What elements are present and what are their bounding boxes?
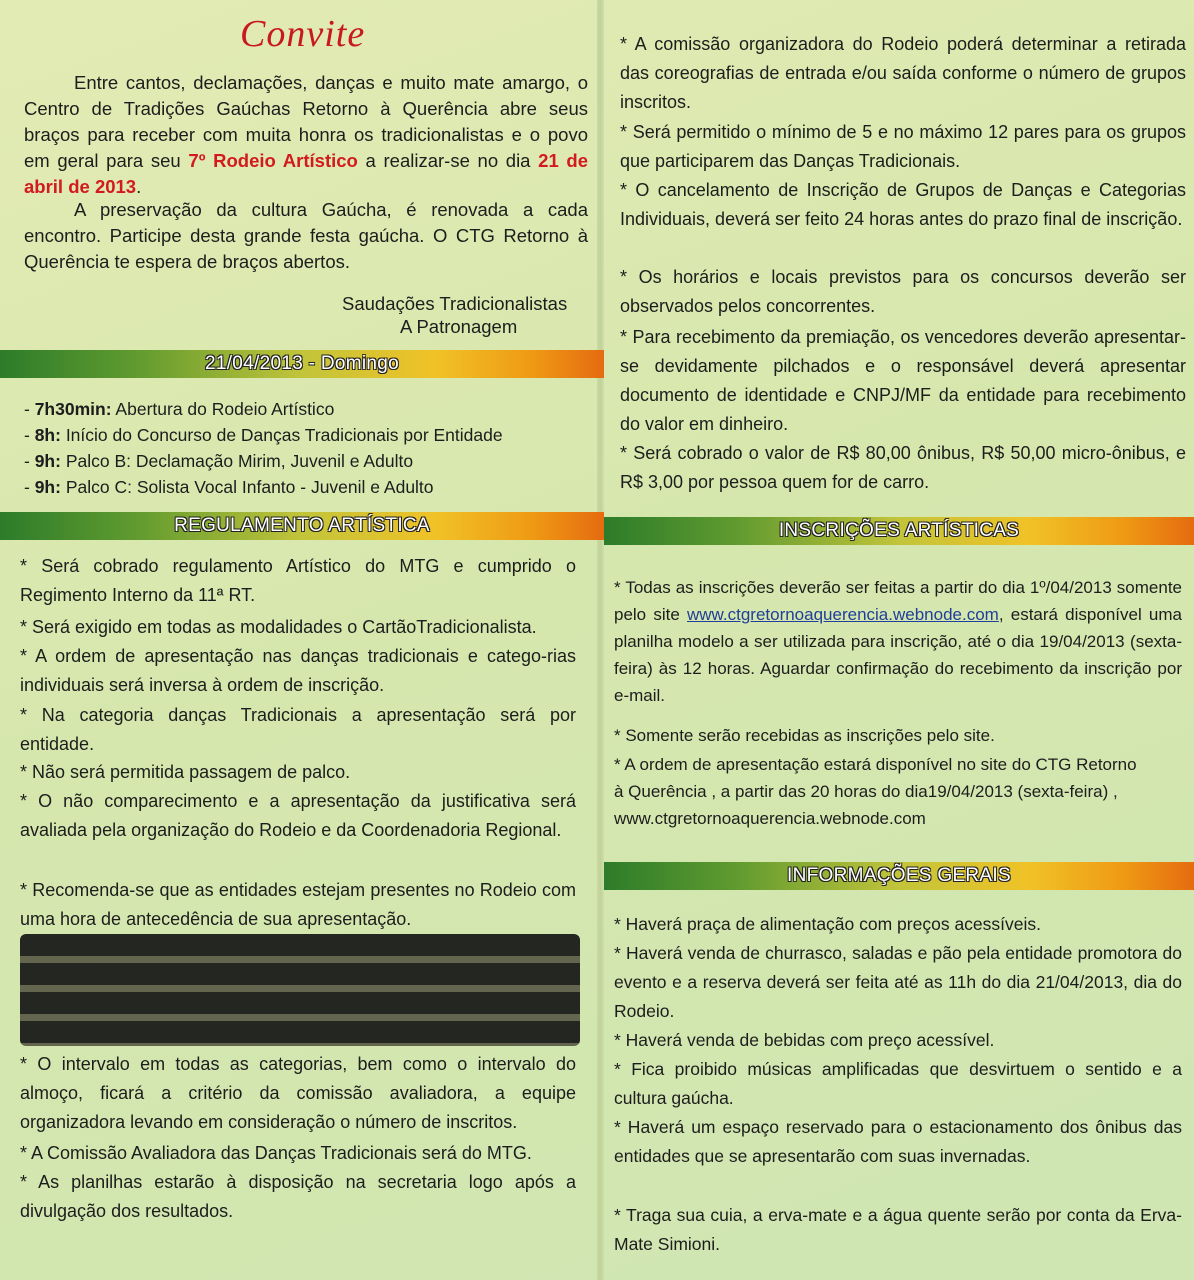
intro-paragraph-2: A preservação da cultura Gaúcha, é renovada a cada encontro. Participe desta grande festa gaúcha. O CTG Retorno à Querência te espera de braços abertos. xyxy=(24,199,588,272)
rule-item: * Será exigido em todas as modalidades o CartãoTradicionalista. xyxy=(20,617,537,637)
info-item: * Traga sua cuia, a erva-mate e a água quente serão por conta da Erva-Mate Simioni. xyxy=(614,1205,1182,1254)
inscricoes-text-1: * Todas as inscrições deverão ser feitas a partir do dia 1º/04/2013 somente pelo site xyxy=(614,578,1182,624)
schedule-list xyxy=(24,396,503,500)
schedule-time: 9h: xyxy=(34,451,61,471)
schedule-text: Palco C: Solista Vocal Infanto - Juvenil e Adulto xyxy=(60,477,434,497)
info-item: * Fica proibido músicas amplificadas que desvirtuem o sentido e a cultura gaúcha. xyxy=(614,1059,1182,1108)
rule-item: * O intervalo em todas as categorias, bem como o intervalo do almoço, ficará a critério da comissão avaliadora, a equipe organizadora levando em consideração o número de inscritos. xyxy=(20,1054,576,1132)
intro-paragraph-1 xyxy=(24,70,588,200)
event-name: 7º Rodeio Artístico xyxy=(188,150,358,171)
schedule-item: - 7h30min: Abertura do Rodeio Artístico xyxy=(24,399,335,419)
schedule-heading: 21/04/2013 - Domingo xyxy=(204,353,399,374)
rule-item: * Recomenda-se que as entidades estejam presentes no Rodeio com uma hora de antecedência de sua apresentação. xyxy=(20,880,576,929)
schedule-text: Início do Concurso de Danças Tradicionais por Entidade xyxy=(60,425,503,445)
inscricoes-heading-bar xyxy=(604,517,1194,545)
rule-item-continued: * Os horários e locais previstos para os concursos deverão ser observados pelos concorrentes. xyxy=(620,267,1186,316)
redacted-rule xyxy=(20,934,580,1046)
rule-item-continued: * A comissão organizadora do Rodeio poderá determinar a retirada das coreografias de entrada e/ou saída conforme o número de grupos inscritos. xyxy=(620,34,1186,112)
inscricoes-text-2: , estará disponível uma planilha modelo a ser utilizada para inscrição, até o dia 19/04/2013 (sexta-feira) às 12 horas. Aguardar confirmação do recebimento da inscrição por e-mail. xyxy=(614,605,1182,705)
signature-line-2: A Patronagem xyxy=(400,316,518,337)
inscricoes-item-2: * Somente serão recebidas as inscrições pelo site. xyxy=(614,726,995,745)
rule-item-continued: * Será cobrado o valor de R$ 80,00 ônibus, R$ 50,00 micro-ônibus, e R$ 3,00 por pessoa quem for de carro. xyxy=(620,443,1186,492)
rule-item: * Na categoria danças Tradicionais a apresentação será por entidade. xyxy=(20,705,576,754)
informacoes-heading: INFORMAÇÕES GERAIS xyxy=(787,865,1011,886)
inscricoes-item-1 xyxy=(614,574,1182,709)
info-item: * Haverá um espaço reservado para o estacionamento dos ônibus das entidades que se apresentarão com suas invernadas. xyxy=(614,1117,1182,1166)
intro-text-2: a realizar-se no dia xyxy=(357,150,539,171)
rule-item: * Não será permitida passagem de palco. xyxy=(20,762,351,782)
event-date: 21 de abril de 2013 xyxy=(24,150,588,197)
info-item: * Haverá praça de alimentação com preços acessíveis. xyxy=(614,914,1042,934)
schedule-time: 9h: xyxy=(34,477,61,497)
page-title: Convite xyxy=(240,13,366,55)
info-item: * Haverá venda de bebidas com preço acessível. xyxy=(614,1030,995,1050)
signature-line-1: Saudações Tradicionalistas xyxy=(342,293,568,314)
rule-item-continued: * Será permitido o mínimo de 5 e no máximo 12 pares para os grupos que participarem das Danças Tradicionais. xyxy=(620,122,1186,171)
inscricoes-heading: INSCRIÇÕES ARTÍSTICAS xyxy=(778,520,1020,541)
intro-text-3: . xyxy=(136,176,142,197)
schedule-item: - 8h: Início do Concurso de Danças Tradicionais por Entidade xyxy=(24,425,503,445)
inscricoes-item-3: * A ordem de apresentação estará disponível no site do CTG Retorno à Querência , a partir das 20 horas do dia19/04/2013 (sexta-feira) , www.ctgretornoaquerencia.webnode.com xyxy=(614,755,1137,828)
rule-item: * A Comissão Avaliadora das Danças Tradicionais será do MTG. xyxy=(20,1143,532,1163)
intro-text-1: Entre cantos, declamações, danças e muito mate amargo, o Centro de Tradições Gaúchas Retorno à Querência abre seus braços para receber com muita honra os tradicionalistas e o povo em geral para seu xyxy=(24,72,588,171)
schedule-text: Abertura do Rodeio Artístico xyxy=(111,399,335,419)
rule-item-continued: * O cancelamento de Inscrição de Grupos de Danças e Categorias Individuais, deverá ser feito 24 horas antes do prazo final de inscrição. xyxy=(620,180,1186,229)
informacoes-heading-bar xyxy=(604,862,1194,890)
rule-item: * A ordem de apresentação nas danças tradicionais e catego-rias individuais será inversa à ordem de inscrição. xyxy=(20,646,576,695)
schedule-heading-bar xyxy=(0,350,604,378)
page-fold xyxy=(597,0,604,1280)
schedule-time: 8h: xyxy=(34,425,61,445)
info-item: * Haverá venda de churrasco, saladas e pão pela entidade promotora do evento e a reserva deverá ser feita até as 11h do dia 21/04/2013, dia do Rodeio. xyxy=(614,943,1182,1021)
schedule-text: Palco B: Declamação Mirim, Juvenil e Adulto xyxy=(60,451,414,471)
schedule-item: - 9h: Palco B: Declamação Mirim, Juvenil e Adulto xyxy=(24,451,414,471)
rule-item: * O não comparecimento e a apresentação da justificativa será avaliada pela organização do Rodeio e da Coordenadoria Regional. xyxy=(20,791,576,840)
site-link[interactable]: www.ctgretornoaquerencia.webnode.com xyxy=(686,605,999,624)
regulamento-heading: REGULAMENTO ARTÍSTICA xyxy=(174,515,430,536)
schedule-time: 7h30min: xyxy=(34,399,112,419)
rule-item: * Será cobrado regulamento Artístico do MTG e cumprido o Regimento Interno da 11ª RT. xyxy=(20,556,576,605)
regulamento-heading-bar xyxy=(0,512,604,540)
schedule-item: - 9h: Palco C: Solista Vocal Infanto - Juvenil e Adulto xyxy=(24,477,434,497)
rule-item: * As planilhas estarão à disposição na secretaria logo após a divulgação dos resultados. xyxy=(20,1172,576,1221)
rule-item-continued: * Para recebimento da premiação, os vencedores deverão apresentar- se devidamente pilchados e o responsável deverá apresentar documento de identidade e CNPJ/MF da entidade para recebimento do valor em dinheiro. xyxy=(620,327,1186,434)
